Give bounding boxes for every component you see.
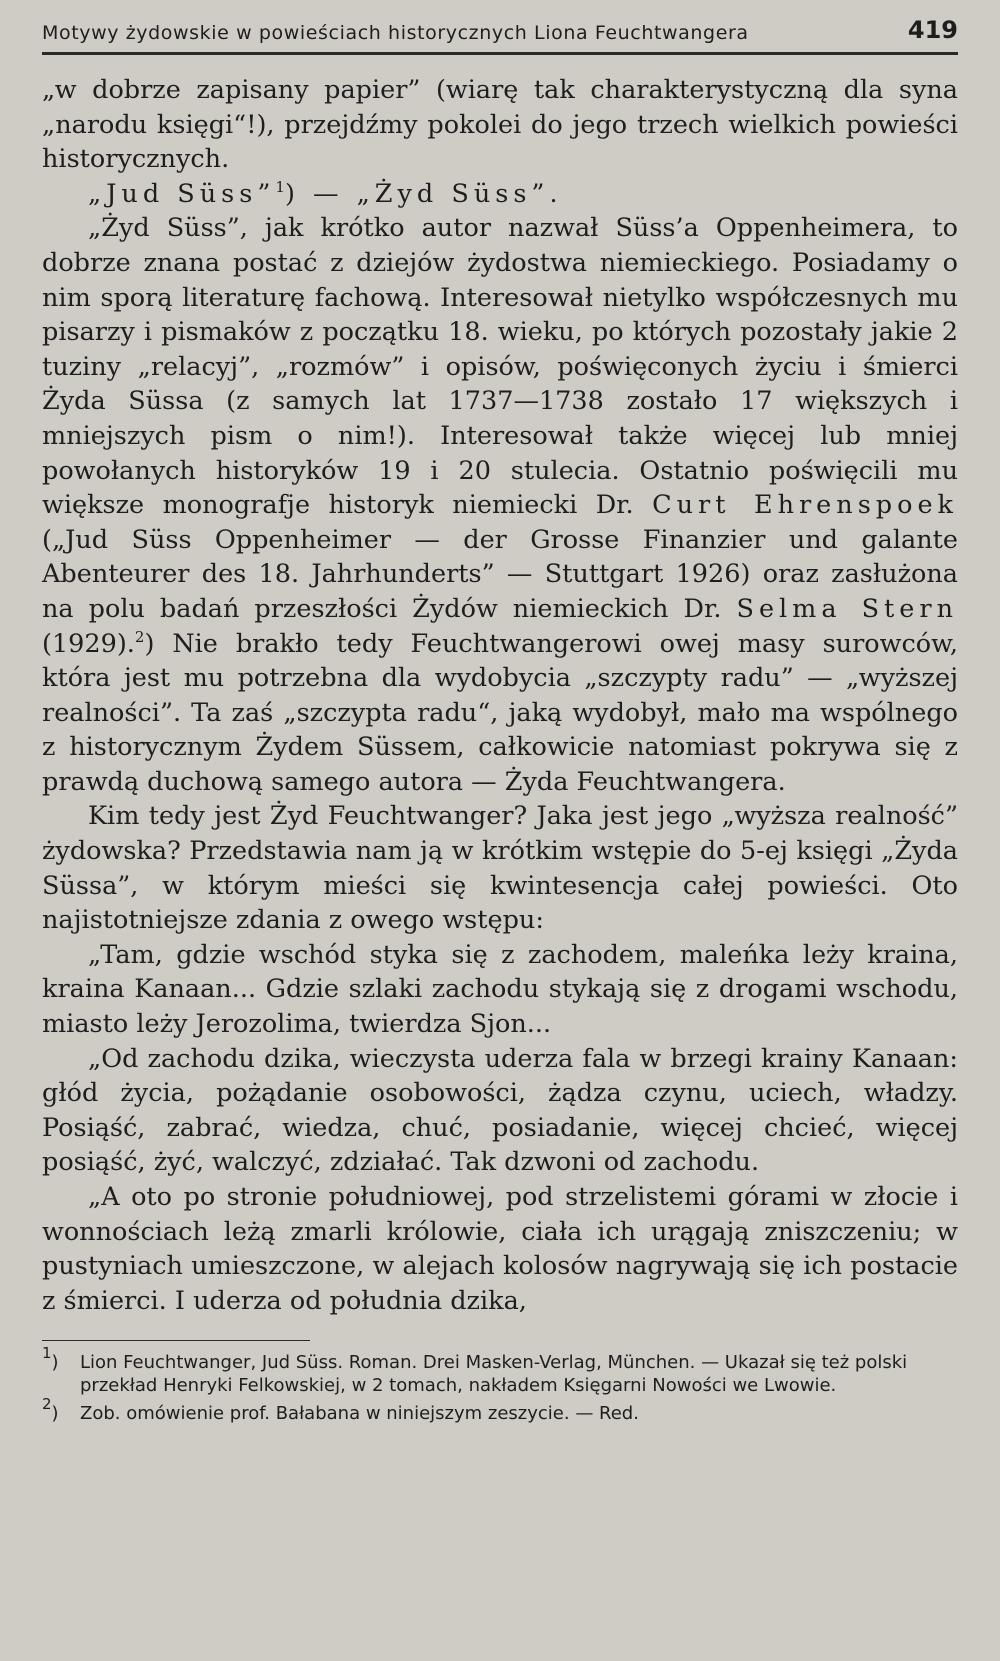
paragraph-3	[42, 211, 958, 799]
page-header	[42, 14, 958, 44]
running-title: Motywy żydowskie w powieściach historycznych Liona Feuchtwangera	[42, 22, 749, 44]
paragraph-4: Kim tedy jest Żyd Feuchtwanger? Jaka jest jego „wyższa realność” żydowska? Przedstawia nam ją w krótkim wstępie do 5-ej księgi „Żyda Süssa”, w którym mieści się kwintesencja całej powieści. Oto najistotniejsze zdania z owego wstępu:	[42, 801, 958, 936]
paragraph-1: „w dobrze zapisany papier” (wiarę tak charakterystyczną dla syna „narodu księgi“!), przejdźmy pokolei do jego trzech wielkich powieści historycznych.	[42, 75, 958, 175]
paragraph-3-text-b: („Jud Süss Oppenheimer — der Grosse Finanzier und galante Abenteurer des 18. Jahrhunderts” — Stuttgart 1926) oraz zasłużona na polu badań przeszłości Żydów niemieckich Dr.	[42, 524, 958, 624]
footnote-ref-1[interactable]: 1	[275, 177, 285, 196]
footnote-ref-2[interactable]: 2	[134, 627, 145, 646]
footnote-1	[42, 1344, 958, 1397]
footnote-mark: $^2$)	[42, 1395, 59, 1425]
section-heading-translation: ) — „Żyd Süss”.	[284, 178, 563, 209]
footnote-rule	[42, 1340, 310, 1341]
paragraph-7: „A oto po stronie południowej, pod strzelistemi górami w złocie i wonnościach leżą zmarli królowie, ciała ich urągają zniszczeniu; w pustyniach umieszczone, w alejach kolosów nagrywają się ich postacie z śmierci. I uderza od południa dzika,	[42, 1182, 958, 1316]
paragraph-3-text-c: (1929).	[42, 628, 135, 659]
author-name-stern: Selma Stern	[736, 593, 959, 624]
footnote-2	[42, 1395, 958, 1425]
author-name-ehrenspoek: Curt Ehrenspoek	[652, 490, 958, 521]
header-rule	[42, 52, 958, 55]
footnotes	[42, 1344, 958, 1425]
paragraph-5: „Tam, gdzie wschód styka się z zachodem, maleńka leży kraina, kraina Kanaan... Gdzie szlaki zachodu stykają się z drogami wschodu, miasto leży Jerozolima, twierdza Sjon...	[42, 939, 958, 1040]
paragraph-3-text-a: „Żyd Süss”, jak krótko autor nazwał Süss’a Oppenheimera, to dobrze znana postać z dziejów żydostwa niemieckiego. Posiadamy o nim sporą literaturę fachową. Interesował nietylko współczesnych mu pisarzy i pismaków z początku 18. wieku, po których pozostały jakie 2 tuziny „relacyj”, „rozmów” i opisów, poświęconych życiu i śmierci Żyda Süssa (z samych lat 1737—1738 zostało 17 większych i mniejszych pism o nim!). Interesował także więcej lub mniej powołanych historyków 19 i 20 stulecia. Ostatnio poświęcili mu większe monografje historyk niemiecki Dr.	[42, 213, 958, 521]
body-text	[42, 73, 958, 1318]
footnote-mark: $^1$)	[42, 1344, 59, 1374]
section-heading	[42, 177, 958, 212]
paragraph-3-text-d: ) Nie brakło tedy Feuchtwangerowi owej masy surowców, która jest mu potrzebna dla wydobycia „szczypty radu” — „wyższej realności”. Ta zaś „szczypta radu“, jaką wydobył, mało ma wspólnego z historycznym Żydem Süssem, całkowicie natomiast pokrywa się z prawdą duchową samego autora — Żyda Feuchtwangera.	[42, 628, 958, 797]
footnote-text: Lion Feuchtwanger, Jud Süss. Roman. Drei Masken-Verlag, München. — Ukazał się też polski przekład Henryki Felkowskiej, w 2 tomach, nakładem Księgarni Nowości we Lwowie.	[80, 1352, 908, 1397]
paragraph-6: „Od zachodu dzika, wieczysta uderza fala w brzegi krainy Kanaan: głód życia, pożądanie osobowości, żądza czynu, uciech, władzy. Posiąść, zabrać, wiedza, chuć, posiadanie, więcej chcieć, więcej posiąść, żyć, walczyć, zdziałać. Tak dzwoni od zachodu.	[42, 1043, 958, 1178]
page-number: 419	[907, 16, 958, 44]
footnote-text: Zob. omówienie prof. Bałabana w niniejszym zeszycie. — Red.	[80, 1403, 639, 1425]
section-heading-title: „Jud Süss”	[88, 178, 276, 209]
